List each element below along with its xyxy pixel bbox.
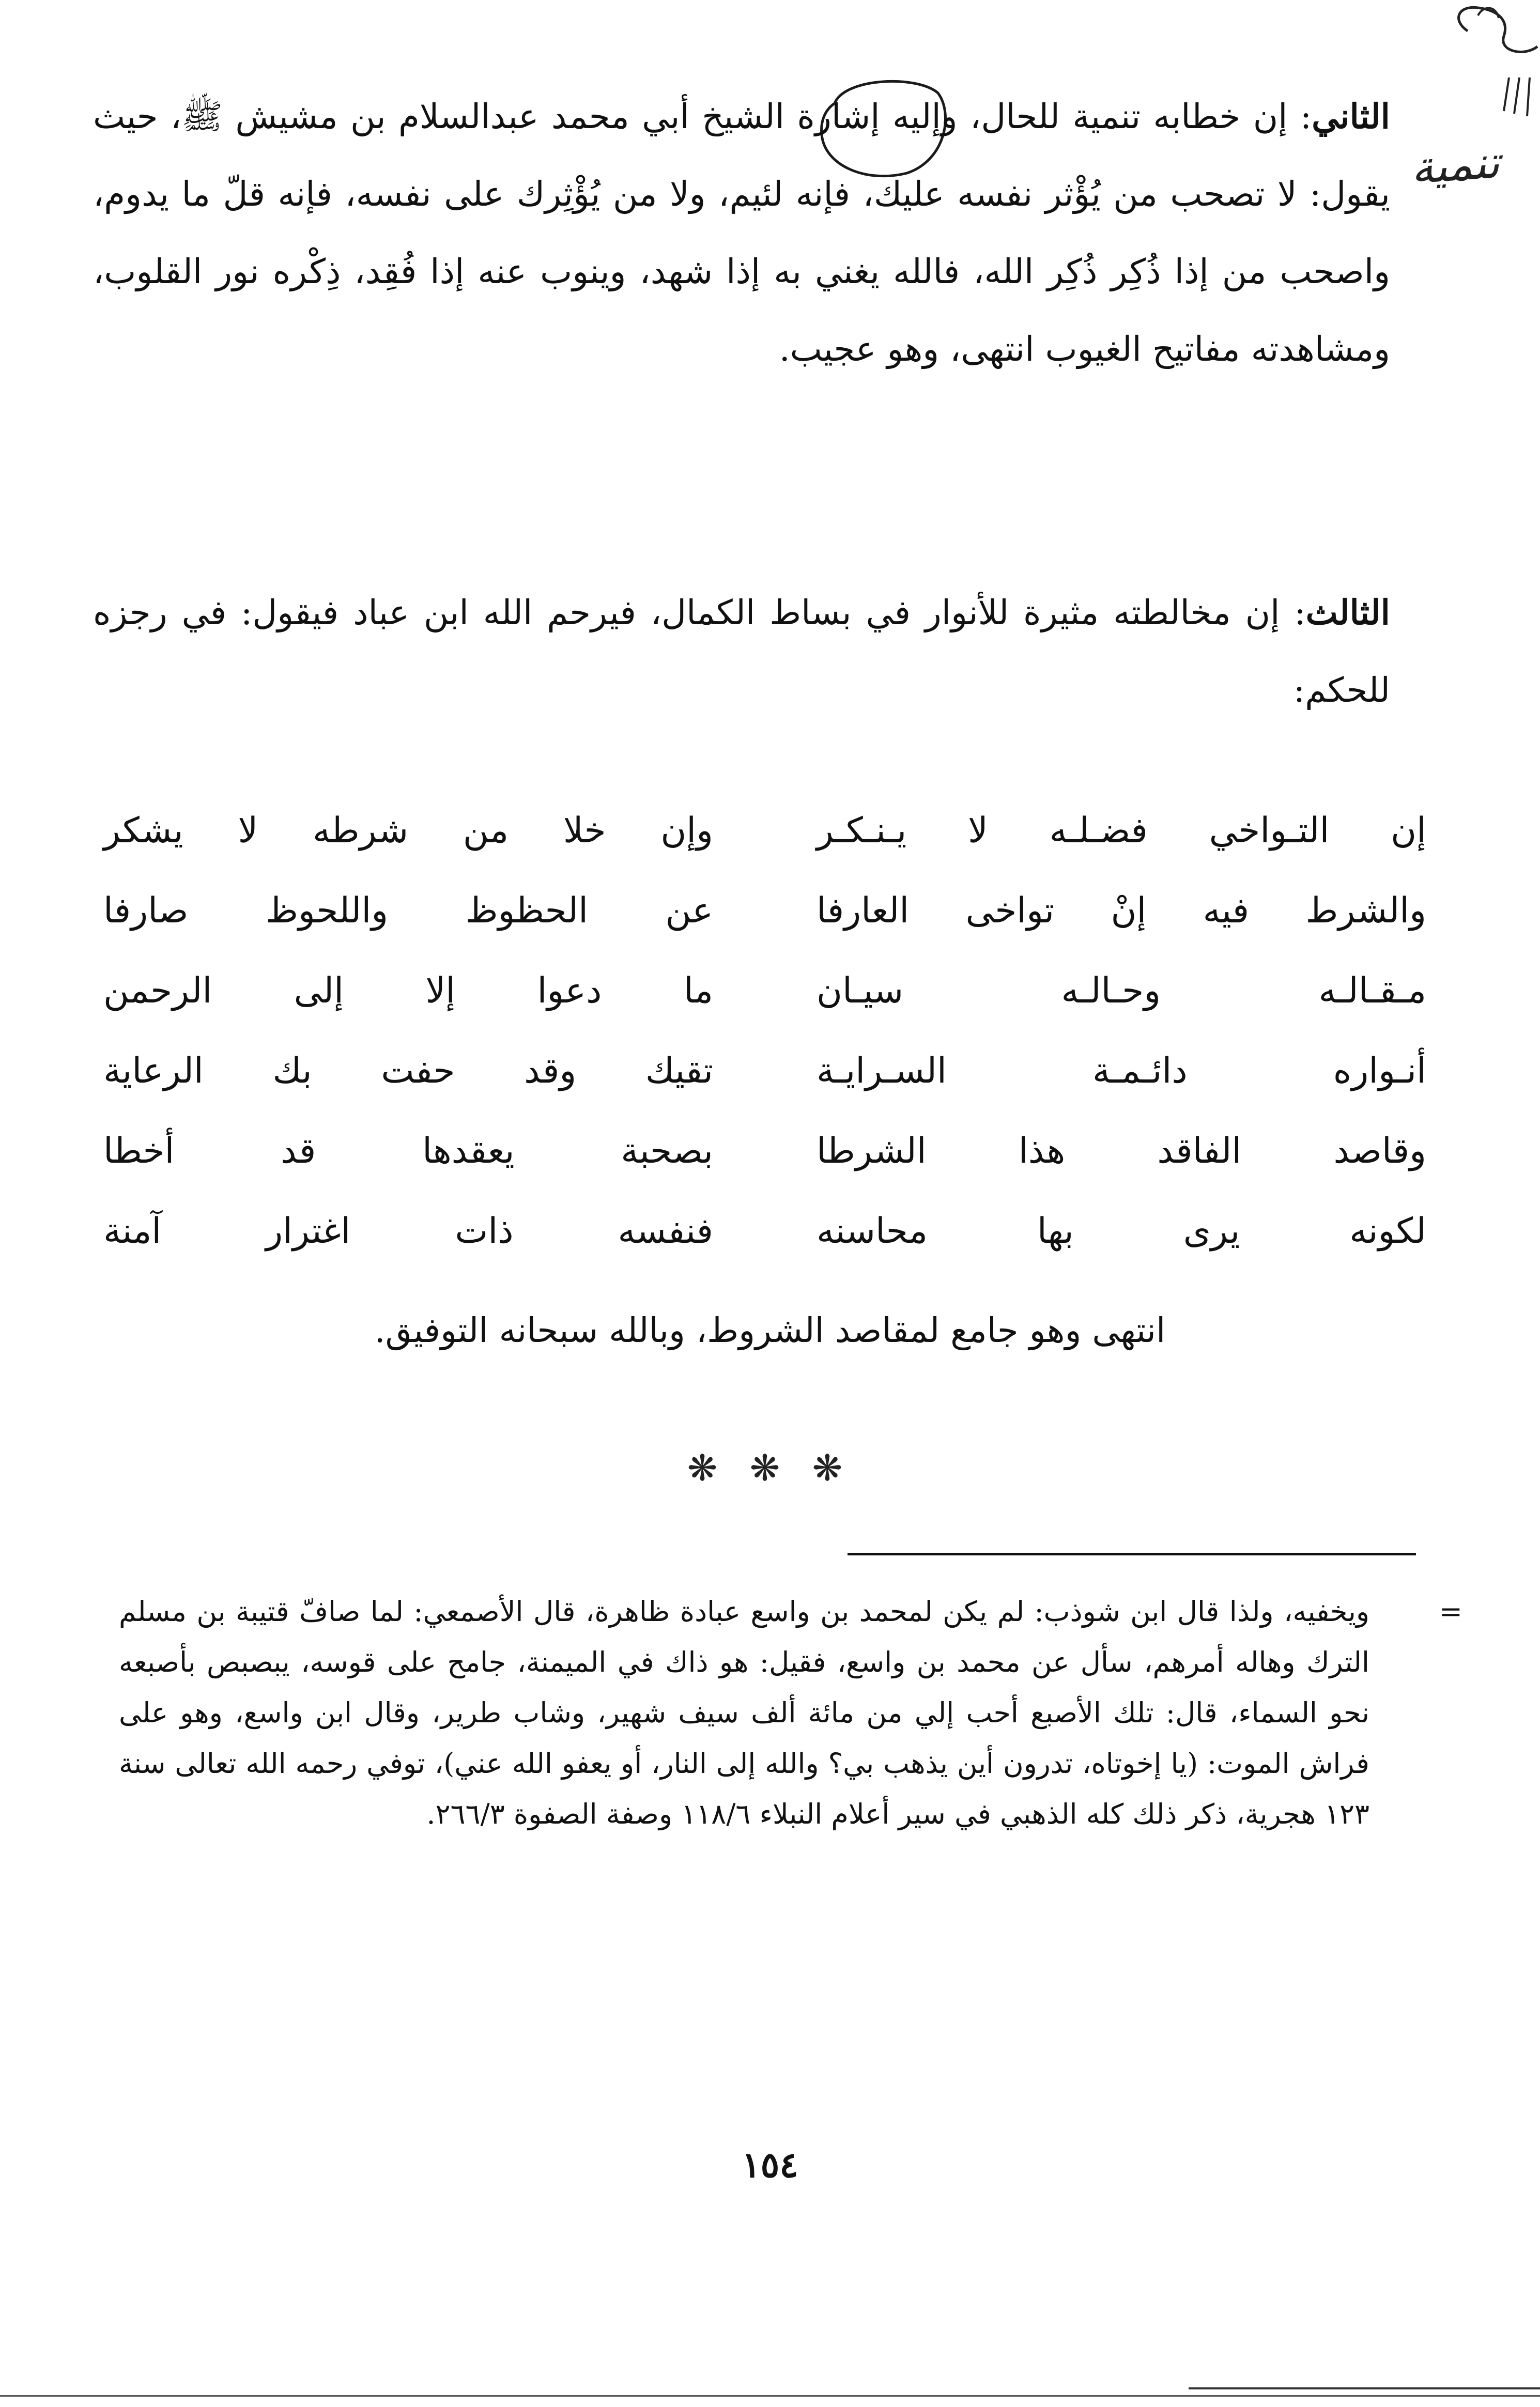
poem-hemistich-right: أنـواره دائـمـة السـرايـة: [817, 1051, 1426, 1091]
poem-hemistich-left: بصحبة يعقدها قد أخطا: [103, 1131, 713, 1171]
poem-hemistich-right: إن التـواخي فضـلـه لا يـنـكـر: [817, 810, 1426, 851]
poem-line: [103, 1031, 1426, 1111]
closing-line: انتهى وهو جامع لمقاصد الشروط، وبالله سبحانه التوفيق.: [374, 1310, 1166, 1350]
paragraph-second-text: : إن خطابه تنمية للحال، وإليه إشارة الشيخ أبي محمد عبدالسلام بن مشيش ﷺ، حيث يقول: لا تصحب من يُؤْثر نفسه عليك، فإنه لئيم، ولا من يُؤْثِرك على نفسه، فإنه قلّ ما يدوم، واصحب من إذا ذُكِر ذُكِر الله، فالله يغني به إذا شهد، وينوب عنه إذا فُقِد، ذِكْره نور القلوب، ومشاهدته مفاتيح الغيوب انتهى، وهو عجيب.: [93, 97, 1390, 369]
poem: [103, 791, 1426, 1271]
paragraph-third-lead: الثالث: [1305, 592, 1390, 632]
poem-line: [103, 871, 1426, 951]
handwritten-margin-note: تنمية: [1409, 136, 1501, 194]
poem-line: [103, 1111, 1426, 1191]
footnote-continuation-marker: =: [1439, 1595, 1462, 1628]
scan-edge-line: [1189, 2387, 1540, 2389]
poem-hemistich-right: لكونه يرى بها محاسنه: [817, 1211, 1426, 1252]
poem-hemistich-left: وإن خلا من شرطه لا يشكر: [103, 810, 713, 851]
footnote-text: ويخفيه، ولذا قال ابن شوذب: لم يكن لمحمد بن واسع عبادة ظاهرة، قال الأصمعي: لما صافّ قتيبة بن مسلم الترك وهاله أمرهم، سأل عن محمد بن واسع، فقيل: هو ذاك في الميمنة، جامح على قوسه، يبصبص بأصبعه نحو السماء، قال: تلك الأصبع أحب إلي من مائة ألف سيف شهير، وشاب طرير، وقال ابن واسع، وهو على فراش الموت: (يا إخوتاه، تدرون أين يذهب بي؟ والله إلى النار، أو يعفو الله عني)، توفي رحمه الله تعالى سنة ١٢٣ هجرية، ذكر ذلك كله الذهبي في سير أعلام النبلاء ١١٨/٦ وصفة الصفوة ٢٦٦/٣.: [119, 1595, 1369, 1830]
poem-hemistich-right: والشرط فيه إنْ تواخى العارفا: [817, 890, 1426, 931]
paragraph-third-text: : إن مخالطته مثيرة للأنوار في بساط الكمال، فيرحم الله ابن عباد فيقول: في رجزه للحكم:: [93, 593, 1390, 710]
paragraph-second: [93, 78, 1390, 388]
poem-line: [103, 951, 1426, 1031]
poem-hemistich-left: تقيك وقد حفت بك الرعاية: [103, 1051, 713, 1091]
corner-scribble-icon: [1447, 0, 1540, 124]
scan-edge-line: [0, 2395, 1540, 2397]
poem-line: [103, 791, 1426, 871]
paragraph-third: [93, 574, 1390, 729]
paragraph-second-lead: الثاني: [1312, 96, 1390, 136]
poem-hemistich-left: فنفسه ذات اغترار آمنة: [103, 1211, 713, 1252]
ornament-separator-icon: ❋ ❋ ❋: [687, 1447, 853, 1489]
poem-hemistich-right: وقاصد الفاقد هذا الشرطا: [817, 1131, 1426, 1171]
poem-hemistich-right: مـقـالـه وحـالـه سيـان: [817, 970, 1426, 1011]
page-number: ١٥٤: [742, 2144, 798, 2186]
poem-line: [103, 1191, 1426, 1271]
footnote-divider: [848, 1553, 1416, 1555]
poem-hemistich-left: ما دعوا إلا إلى الرحمن: [103, 970, 713, 1011]
poem-hemistich-left: عن الحظوظ واللحوظ صارفا: [103, 890, 713, 931]
